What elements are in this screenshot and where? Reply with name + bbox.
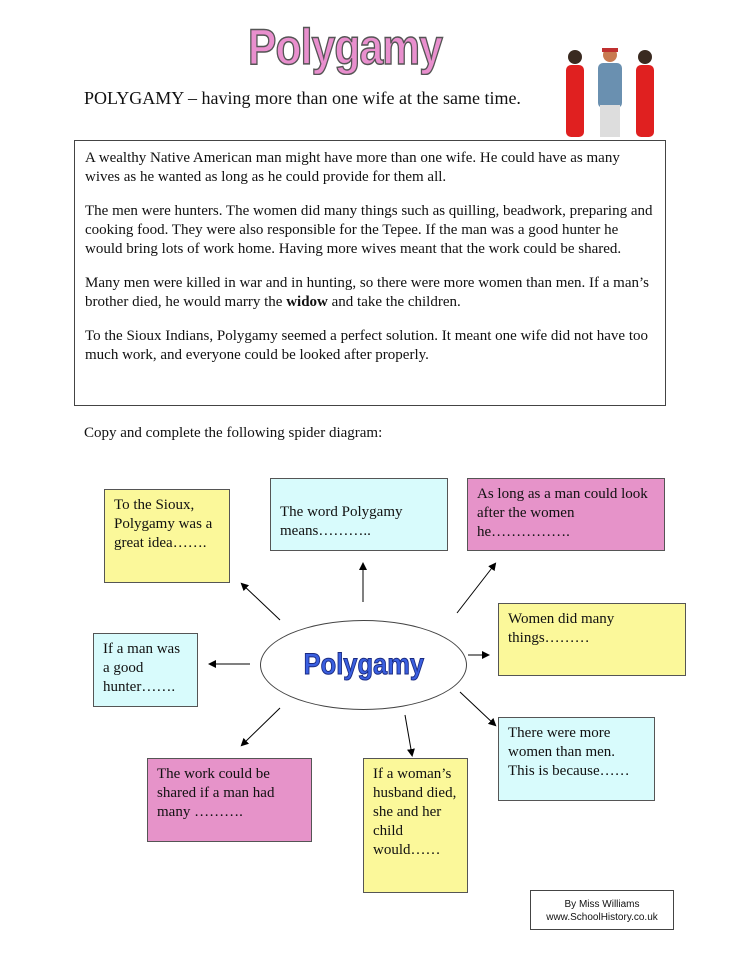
box-women-did: Women did many things……… <box>498 603 686 676</box>
credit-box <box>530 890 674 930</box>
box-husband-died: If a woman’s husband died, she and her child would…… <box>363 758 468 893</box>
arrow <box>457 564 495 613</box>
box-more-women: There were more women than men. This is because…… <box>498 717 655 801</box>
arrow <box>242 584 280 620</box>
box-good-hunter: If a man was a good hunter……. <box>93 633 198 707</box>
text: Many men were killed in war and in hunting, so there were more women than men. If a man’s brother died, he would marry the <box>85 275 650 310</box>
center-label: Polygamy <box>303 648 424 681</box>
box-as-long: As long as a man could look after the women he……………. <box>467 478 665 551</box>
paragraph: The men were hunters. The women did many things such as quilling, beadwork, preparing and cooking food. They were also responsible for the Tepee. If the man was a good hunter he would bring lots of work home. Having more wives meant that the work could be shared. <box>85 203 653 257</box>
arrow <box>460 692 495 725</box>
bold-word: widow <box>286 294 328 310</box>
definition: POLYGAMY – having more than one wife at the same time. <box>84 88 521 108</box>
center-ellipse <box>260 620 467 710</box>
arrow <box>242 708 280 745</box>
box-word-means: The word Polygamy means……….. <box>270 478 448 551</box>
box-work-shared: The work could be shared if a man had many ………. <box>147 758 312 842</box>
arrow <box>405 715 412 755</box>
website: www.SchoolHistory.co.uk <box>546 912 658 923</box>
text: and take the children. <box>327 294 461 310</box>
author: By Miss Williams <box>564 899 640 910</box>
box-sioux: To the Sioux, Polygamy was a great idea……. <box>104 489 230 583</box>
instruction: Copy and complete the following spider diagram: <box>84 425 383 441</box>
paragraph: A wealthy Native American man might have more than one wife. He could have as many wives as he wanted as long as he could provide for them all. <box>85 150 620 185</box>
page-title: Polygamy <box>248 19 442 75</box>
paragraph: To the Sioux Indians, Polygamy seemed a perfect solution. It meant one wife did not have too much work, and everyone could be looked after properly. <box>85 328 648 363</box>
